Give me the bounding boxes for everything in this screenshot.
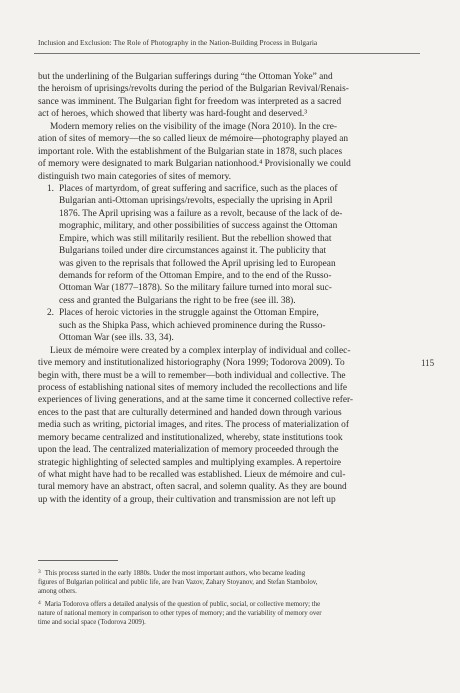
list-item-2 — [38, 307, 400, 344]
text-line: the heroism of uprisings/revolts during the period of the Bulgarian Revival/Renais- — [38, 84, 349, 95]
header-rule — [34, 53, 420, 54]
text-line: Ottoman War (see ills. 33, 34). — [59, 333, 174, 344]
text-line: demands for reform of the Ottoman Empire, and to the end of the Russo- — [59, 271, 332, 281]
footnote-line: figures of Bulgarian political and public life, are Ivan Vazov, Zahary Stoyanov, and Stefan Stambolov, — [38, 578, 318, 586]
text-line: Ottoman War (1877–1878). So the military failure turned into moral suc- — [59, 283, 332, 294]
footnote-mark: 3 — [38, 569, 41, 575]
text-line: Places of heroic victories in the struggle against the Ottoman Empire, — [59, 308, 319, 319]
running-head: Inclusion and Exclusion: The Role of Photography in the Nation-Building Process in Bulgaria — [38, 38, 318, 47]
text-line: media such as writing, pictorial images, and rites. The process of materialization of — [38, 420, 349, 431]
text-line: distinguish two main categories of sites of memory. — [38, 171, 231, 182]
footnote-text: This process started in the early 1880s. Under the most important authors, who became leading — [44, 570, 306, 577]
text-line: Bulgarian anti-Ottoman uprisings/revolts, especially the uprising in April — [59, 196, 333, 207]
text-line: 1876. The April uprising was a failure as a revolt, because of the lack of de- — [59, 208, 343, 219]
text-line: Modern memory relies on the visibility of the image (Nora 2010). In the cre- — [50, 121, 337, 132]
list-item-1 — [38, 183, 400, 307]
text-line: ation of sites of memory—the so called lieux de mémoire—photography played an — [38, 134, 349, 145]
text-line: experiences of living generations, and at the same time it concerned collective refer- — [38, 395, 354, 406]
text-line: Bulgarians toiled under dire circumstances against it. The publicity that — [59, 246, 327, 257]
footnote-4 — [38, 599, 400, 628]
paragraph-3 — [38, 345, 400, 507]
footnote-line: time and social space (Todorova 2009). — [38, 619, 146, 627]
footnote-3 — [38, 568, 400, 597]
text-line: upon the lead. The centralized materialization of memory proceeded through the — [38, 445, 339, 456]
footnote-rule — [38, 560, 118, 561]
text-line: Empire, which was still militarily resilient. But the rebellion showed that — [59, 233, 332, 244]
text-line: Places of martyrdom, of great suffering and sacrifice, such as the places of — [59, 183, 338, 194]
text-line: Lieux de mémoire were created by a complex interplay of individual and collec- — [50, 345, 351, 356]
footnotes — [38, 568, 400, 631]
text-line: process of establishing national sites of memory included the recollections and life — [38, 382, 348, 393]
text-line: important role. With the establishment of the Bulgarian state in 1878, such places — [38, 146, 343, 157]
text-line: was given to the reprisals that followed the April uprising led to European — [59, 258, 336, 269]
text-line: tural memory have an abstract, often sacral, and solemn quality. As they are bound — [38, 482, 347, 493]
text-line: such as the Shipka Pass, which achieved prominence during the Russo- — [59, 320, 326, 331]
list-number: 1. — [47, 183, 55, 194]
text-line: of memory were designated to mark Bulgarian nationhood.⁴ Provisionally we could — [38, 159, 351, 170]
footnote-mark: 4 — [38, 600, 41, 607]
paragraph-1 — [38, 71, 400, 121]
text-line: act of heroes, which showed that liberty was hard-fought and deserved.³ — [38, 109, 308, 120]
text-line: ences to the past that are culturally determined and handed down through various — [38, 407, 342, 418]
page-number: 115 — [421, 358, 435, 368]
text-line: begin with, there must be a will to remember—both individual and collective. The — [38, 370, 346, 381]
text-line: but the underlining of the Bulgarian sufferings during “the Ottoman Yoke” and — [38, 72, 333, 82]
text-line: memory became centralized and institutionalized, whereby, state institutions took — [38, 432, 343, 443]
text-line: tive memory and institutionalized historiography (Nora 1999; Todorova 2009). To — [38, 358, 345, 369]
text-line: mographic, military, and other possibilities of success against the Ottoman — [59, 221, 338, 232]
text-line: up with the identity of a group, their cultivation and transmission are not left up — [38, 494, 336, 505]
text-line: strategic highlighting of selected samples and multiplying examples. A repertoire — [38, 457, 342, 468]
footnote-line — [38, 599, 400, 609]
text-line: cess and granted the Bulgarians the right to be free (see ill. 38). — [59, 295, 296, 306]
text-line: of what might have had to be recalled was established. Lieux de mémoire and cul- — [38, 470, 346, 480]
footnote-text: Maria Todorova offers a detailed analysis of the question of public, social, or collective memory; the — [44, 601, 321, 609]
text-line: sance was imminent. The Bulgarian fight for freedom was interpreted as a sacred — [38, 96, 342, 107]
list-number: 2. — [47, 308, 55, 319]
footnote-line: among others. — [38, 588, 77, 596]
footnote-line — [38, 568, 400, 578]
footnote-line: nature of national memory in comparison to other types of memory; and the variability of memory over — [38, 609, 322, 617]
body-text — [38, 71, 400, 506]
paragraph-2 — [38, 121, 400, 183]
